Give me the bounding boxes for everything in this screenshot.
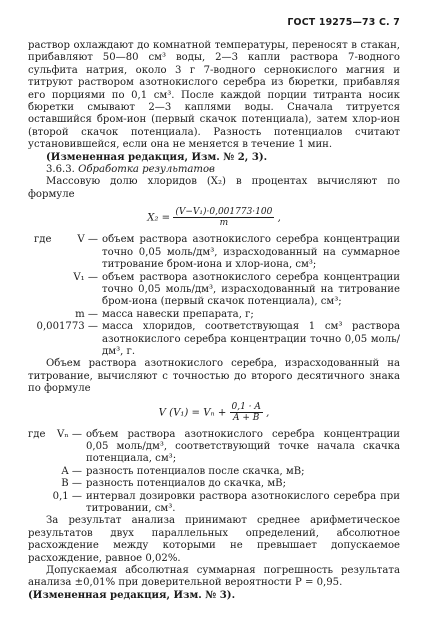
definitions-list-1 [28, 234, 400, 358]
paragraph-procedure: раствор охлаждают до комнатной температуры, переносят в стакан, прибавляют 50—80 см³ воды, 2—3 капли раствора 7-водного сульфита натрия, около 3 г 7-водного сернокислого магния и титруют раствором азотнокислого серебра из бюретки, прибавляя его порциями по 0,1 см³. После каждой порции титранта носик бюретки смывают 2—3 каплями воды. Сначала титруется оставшийся бром-ион (первый скачок потенциала), затем хлор-ион (второй скачок потенциала). Разность потенциалов считают установившейся, если она не меняется в течение 1 мин. [28, 40, 400, 151]
where-word: где [34, 234, 52, 246]
definition-row [28, 234, 400, 271]
definition-text: разность потенциалов после скачка, мВ; [86, 465, 305, 477]
section-title: Обработка результатов [78, 164, 215, 176]
formula-chloride-fraction [173, 207, 274, 228]
formula-chloride-denominator: m [219, 218, 229, 229]
definition-row [28, 321, 400, 358]
paragraph-formula-intro: Массовую долю хлоридов (X₂) в процентах вычисляют по формуле [28, 176, 400, 200]
definition-symbol: где Vₙ — [28, 428, 82, 440]
formula-volume-fraction [230, 402, 263, 423]
formula-chloride-numerator: (V−V₁)·0,001773·100 [175, 207, 273, 218]
document-body [28, 40, 400, 602]
section-heading [28, 164, 400, 176]
definition-symbol: V₁ — [73, 271, 98, 283]
definition-row [28, 466, 400, 478]
definition-text: объем раствора азотнокислого серебра концентрации точно 0,05 моль/дм³, израсходованный на титрование бром-иона (первый скачок потенциала), см³; [102, 271, 400, 308]
formula-volume-numerator: 0,1 · A [231, 401, 261, 412]
where-word: где [28, 428, 46, 440]
definition-row [28, 272, 400, 309]
definitions-list-2 [28, 429, 400, 516]
definition-row [28, 309, 400, 321]
definition-symbol: 0,001773 — [36, 321, 98, 333]
formula-chloride [28, 207, 400, 228]
definition-row [28, 478, 400, 490]
definition-symbol: 0,1 — [52, 490, 82, 502]
page-header: ГОСТ 19275—73 С. 7 [287, 17, 400, 28]
paragraph-error: Допускаемая абсолютная суммарная погрешность результата анализа ±0,01% при доверительной вероятности P = 0,95. [28, 565, 400, 589]
formula-chloride-lhs: X₂ = [147, 212, 171, 224]
definition-text: разность потенциалов до скачка, мВ; [86, 478, 287, 490]
formula-volume-denominator: A + B [233, 412, 260, 423]
section-number: 3.6.3. [46, 164, 75, 176]
definition-text: объем раствора азотнокислого серебра концентрации 0,05 моль/дм³, соответствующий точке начала скачка потенциала, см³; [86, 428, 400, 465]
definition-text: интервал дозировки раствора азотнокислого серебра при титровании, см³. [86, 490, 400, 514]
edition-note-1: (Измененная редакция, Изм. № 2, 3). [46, 151, 268, 163]
formula-chloride-tail: , [277, 212, 281, 224]
definition-symbol: m — [75, 308, 98, 320]
definition-symbol: B — [61, 478, 82, 490]
definition-text: масса хлоридов, соответствующая 1 см³ раствора азотнокислого серебра концентрации точно 0,05 моль/дм³, г. [102, 321, 400, 357]
definition-row [28, 429, 400, 466]
edition-note-2: (Измененная редакция, Изм. № 3). [28, 589, 236, 601]
definition-row [28, 491, 400, 516]
paragraph-result: За результат анализа принимают среднее арифметическое результатов двух параллельных определений, абсолютное расхождение между которыми не превышает допускаемое расхождение, равное 0,02%. [28, 515, 400, 564]
formula-volume-lhs: V (V₁) = Vₙ + [158, 407, 227, 419]
definition-text: объем раствора азотнокислого серебра концентрации точно 0,05 моль/дм³, израсходованный на суммарное титрование бром-иона и хлор-иона, см³; [102, 234, 400, 271]
paragraph-volume-intro: Объем раствора азотнокислого серебра, израсходованный на титрование, вычисляют с точностью до второго десятичного знака по формуле [28, 358, 400, 395]
definition-symbol: A — [61, 465, 82, 477]
definition-text: масса навески препарата, г; [102, 308, 254, 320]
definition-symbol: где V — [34, 234, 98, 246]
formula-volume-tail: , [266, 407, 270, 419]
formula-volume [28, 402, 400, 423]
